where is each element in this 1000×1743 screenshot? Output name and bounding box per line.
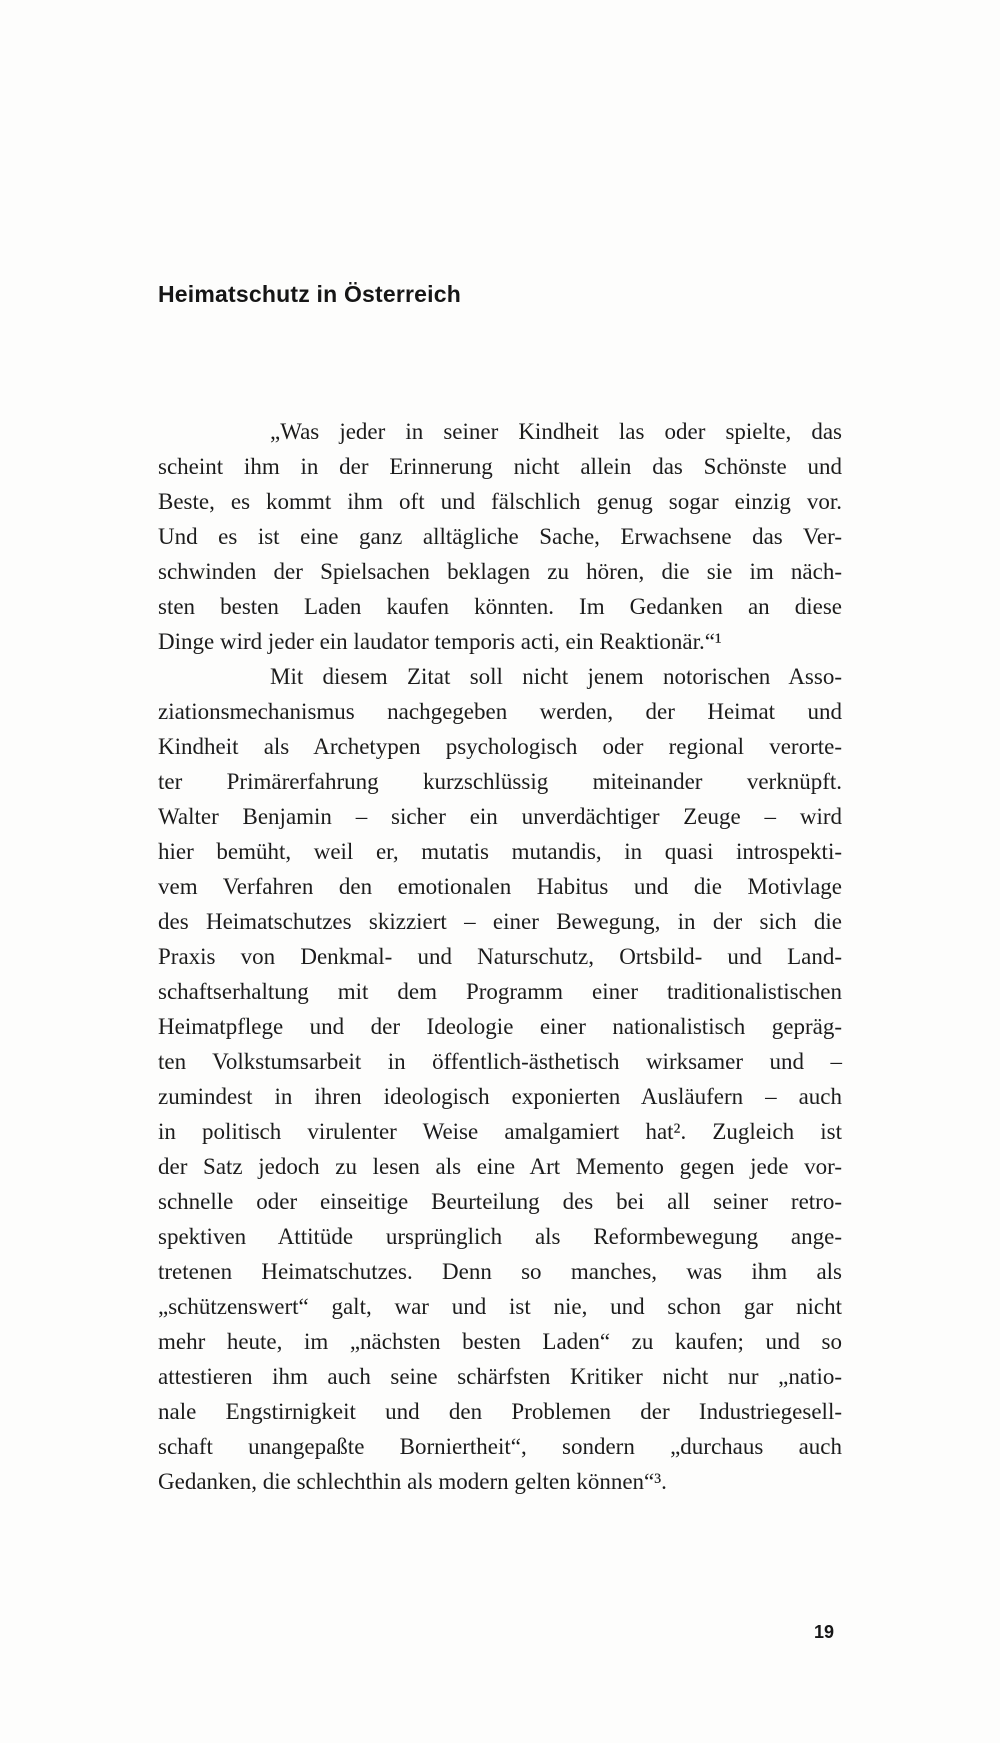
text-line: vem Verfahren den emotionalen Habitus und die Motivlage [158, 874, 842, 899]
text-line: Dinge wird jeder ein laudator temporis acti, ein Reaktionär.“¹ [158, 629, 722, 654]
text-line: attestieren ihm auch seine schärfsten Kritiker nicht nur „natio- [158, 1364, 842, 1389]
text-line: Gedanken, die schlechthin als modern gelten können“³. [158, 1469, 667, 1494]
text-line: schwinden der Spielsachen beklagen zu hören, die sie im näch- [158, 559, 842, 584]
text-line: ter Primärerfahrung kurzschlüssig miteinander verknüpft. [158, 769, 842, 794]
text-line: schaft unangepaßte Borniertheit“, sondern „durchaus auch [158, 1434, 842, 1459]
text-line: „Was jeder in seiner Kindheit las oder spielte, das [270, 419, 842, 444]
text-line: schnelle oder einseitige Beurteilung des bei all seiner retro- [158, 1189, 842, 1214]
text-line: nale Engstirnigkeit und den Problemen der Industriegesell- [158, 1399, 842, 1424]
page-number: 19 [813, 1622, 834, 1642]
text-line: Praxis von Denkmal- und Naturschutz, Ortsbild- und Land- [158, 944, 842, 969]
text-line: in politisch virulenter Weise amalgamiert hat². Zugleich ist [158, 1119, 842, 1144]
text-line: mehr heute, im „nächsten besten Laden“ zu kaufen; und so [158, 1329, 842, 1354]
text-line: Beste, es kommt ihm oft und fälschlich genug sogar einzig vor. [158, 489, 842, 514]
text-line: „schützenswert“ galt, war und ist nie, und schon gar nicht [158, 1294, 842, 1319]
text-line: der Satz jedoch zu lesen als eine Art Memento gegen jede vor- [158, 1154, 842, 1179]
text-line: sten besten Laden kaufen könnten. Im Gedanken an diese [158, 594, 842, 619]
body-text [158, 414, 842, 1499]
text-line: schaftserhaltung mit dem Programm einer traditionalistischen [158, 979, 842, 1004]
text-line: Mit diesem Zitat soll nicht jenem notorischen Asso- [270, 664, 842, 689]
text-line: Kindheit als Archetypen psychologisch oder regional verorte- [158, 734, 842, 759]
text-line: Und es ist eine ganz alltägliche Sache, Erwachsene das Ver- [158, 524, 842, 549]
text-line: tretenen Heimatschutzes. Denn so manches, was ihm als [158, 1259, 842, 1284]
text-line: des Heimatschutzes skizziert – einer Bewegung, in der sich die [158, 909, 842, 934]
text-line: Walter Benjamin – sicher ein unverdächtiger Zeuge – wird [158, 804, 842, 829]
text-line: ten Volkstumsarbeit in öffentlich-ästhetisch wirksamer und – [158, 1049, 842, 1074]
text-line: hier bemüht, weil er, mutatis mutandis, in quasi introspekti- [158, 839, 842, 864]
text-line: Heimatpflege und der Ideologie einer nationalistisch gepräg- [158, 1014, 842, 1039]
chapter-title: Heimatschutz in Österreich [158, 281, 462, 307]
text-line: spektiven Attitüde ursprünglich als Reformbewegung ange- [158, 1224, 842, 1249]
text-line: ziationsmechanismus nachgegeben werden, der Heimat und [158, 699, 842, 724]
text-line: zumindest in ihren ideologisch exponierten Ausläufern – auch [158, 1084, 842, 1109]
text-line: scheint ihm in der Erinnerung nicht allein das Schönste und [158, 454, 842, 479]
